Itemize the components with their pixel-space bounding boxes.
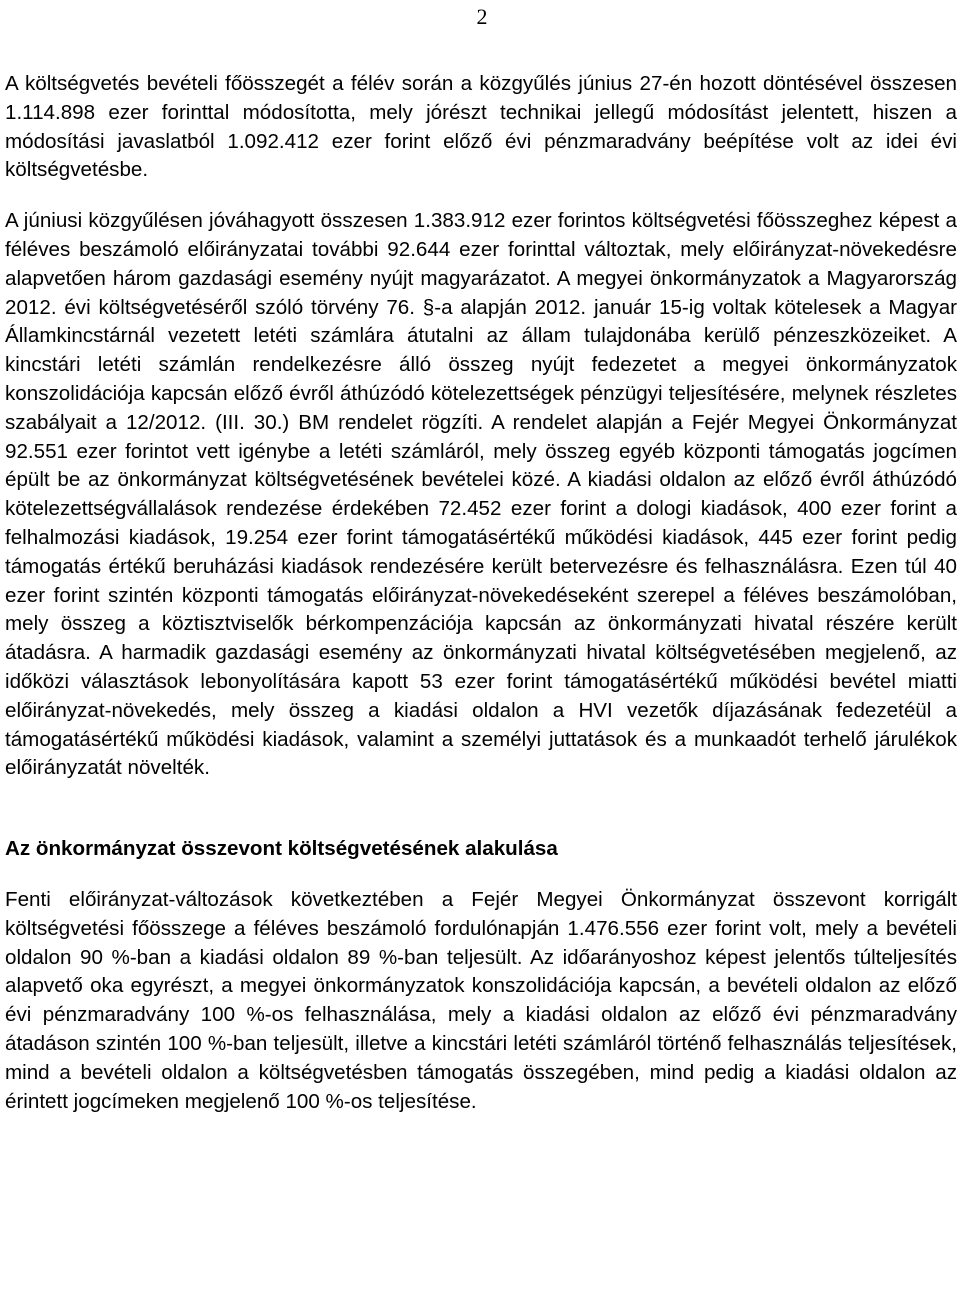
page-number: 2 [476, 4, 488, 29]
heading-spacer [5, 864, 957, 886]
paragraph-appropriation-changes: A júniusi közgyűlésen jóváhagyott összesen 1.383.912 ezer forintos költségvetési főösszeghez képest a féléves beszámoló előirányzatai további 92.644 ezer forinttal változtak, mely előirányzat-növekedésre alapvetően három gazdasági esemény nyújt magyarázatot. A megyei önkormányzatok a Magyarország 2012. évi költségvetéséről szóló törvény 76. §-a alapján 2012. január 15-ig voltak kötelesek a Magyar Államkincstárnál vezetett letéti számlára átutalni az állam tulajdonába kerülő pénzeszközeiket. A kincstári letéti számlán rendelkezésre álló összeg nyújt fedezetet a megyei önkormányzatok konszolidációja kapcsán előző évről áthúzódó kötelezettségek pénzügyi teljesítésére, melynek részletes szabályait a 12/2012. (III. 30.) BM rendelet rögzíti. A rendelet alapján a Fejér Megyei Önkormányzat 92.551 ezer forintot vett igénybe a letéti számláról, mely összeg egyéb központi támogatás jogcímen épült be az önkormányzat költségvetésének bevételei közé. A kiadási oldalon az előző évről áthúzódó kötelezettségvállalások rendezése érdekében 72.452 ezer forint a dologi kiadások, 400 ezer forint a felhalmozási kiadások, 19.254 ezer forint támogatásértékű működési kiadások, 445 ezer forint pedig támogatás értékű beruházási kiadások rendezésére került betervezésre és felhasználásra. Ezen túl 40 ezer forint szintén központi támogatás előirányzat-növekedéseként szerepel a féléves beszámolóban, mely összeg a köztisztviselők bérkompenzációja kapcsán az önkormányzati hivatal részére került átadásra. A harmadik gazdasági esemény az önkormányzati hivatal költségvetésében megjelenő, az időközi választások lebonyolítására kapott 53 ezer forint támogatásértékű működési bevétel miatti előirányzat-növekedés, mely összeg a kiadási oldalon a HVI vezetők díjazásának fedezetéül a támogatásértékű működési kiadások, valamint a személyi juttatások és a munkaadót terhelő járulékok előirányzatát növelték. [5, 209, 957, 780]
section-heading: Az önkormányzat összevont költségvetésének alakulása [5, 837, 558, 861]
section-spacer [5, 783, 957, 835]
document-body [5, 70, 957, 1116]
paragraph-consolidated-budget: Fenti előirányzat-változások következtében a Fejér Megyei Önkormányzat összevont korrigált költségvetési főösszege a féléves beszámoló fordulónapján 1.476.556 ezer forint volt, mely a bevételi oldalon 90 %-ban a kiadási oldalon 89 %-ban teljesült. Az időarányoshoz képest jelentős túlteljesítés alapvető oka egyrészt, a megyei önkormányzatok konszolidációja kapcsán, a bevételi oldalon az előző évi pénzmaradvány 100 %-os felhasználása, mely a kiadási oldalon az előző évi pénzmaradvány átadáson szintén 100 %-ban teljesült, illetve a kincstári letéti számláról történő felhasználás teljesítések, mind a bevételi oldalon a költségvetésben támogatás összegében, mind pedig a kiadási oldalon az érintett jogcímeken megjelenő 100 %-os teljesítése. [5, 887, 957, 1113]
paragraph-spacer [5, 185, 957, 207]
paragraph-budget-modification: A költségvetés bevételi főösszegét a félév során a közgyűlés június 27-én hozott döntésével összesen 1.114.898 ezer forinttal módosította, mely jórészt technikai jellegű módosítást jelentett, hiszen a módosítási javaslatból 1.092.412 ezer forint előző évi pénzmaradvány beépítése volt az idei évi költségvetésbe. [5, 72, 957, 182]
